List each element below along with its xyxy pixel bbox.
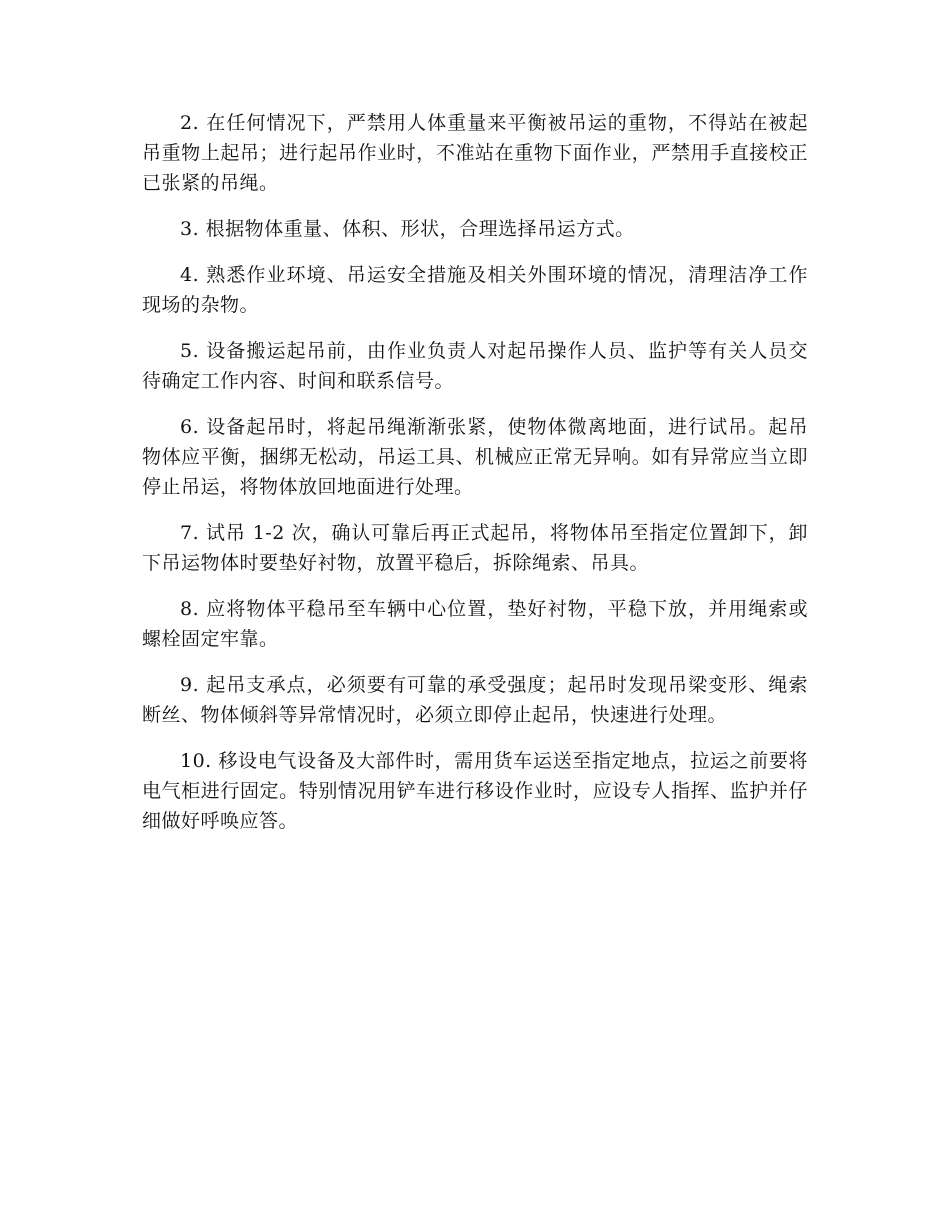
paragraph-item-8: 8. 应将物体平稳吊至车辆中心位置，垫好衬物，平稳下放，并用绳索或螺栓固定牢靠。	[142, 598, 808, 650]
paragraph-item-2: 2. 在任何情况下，严禁用人体重量来平衡被吊运的重物，不得站在被起吊重物上起吊；进行起吊作业时，不准站在重物下面作业，严禁用手直接校正已张紧的吊绳。	[142, 112, 808, 194]
paragraph-item-9: 9. 起吊支承点，必须要有可靠的承受强度；起吊时发现吊梁变形、绳索断丝、物体倾斜等异常情况时，必须立即停止起吊，快速进行处理。	[142, 674, 808, 726]
paragraph-item-4: 4. 熟悉作业环境、吊运安全措施及相关外围环境的情况，清理洁净工作现场的杂物。	[142, 264, 808, 316]
paragraph-item-7: 7. 试吊 1-2 次，确认可靠后再正式起吊，将物体吊至指定位置卸下，卸下吊运物体时要垫好衬物，放置平稳后，拆除绳索、吊具。	[142, 522, 808, 574]
paragraph-item-5: 5. 设备搬运起吊前，由作业负责人对起吊操作人员、监护等有关人员交待确定工作内容、时间和联系信号。	[142, 340, 808, 392]
paragraph-item-10: 10. 移设电气设备及大部件时，需用货车运送至指定地点，拉运之前要将电气柜进行固定。特别情况用铲车进行移设作业时，应设专人指挥、监护并仔细做好呼唤应答。	[142, 750, 808, 832]
paragraph-item-3: 3. 根据物体重量、体积、形状，合理选择吊运方式。	[180, 218, 635, 240]
paragraph-item-6: 6. 设备起吊时，将起吊绳渐渐张紧，使物体微离地面，进行试吊。起吊物体应平衡，捆绑无松动，吊运工具、机械应正常无异响。如有异常应当立即停止吊运，将物体放回地面进行处理。	[142, 416, 808, 498]
